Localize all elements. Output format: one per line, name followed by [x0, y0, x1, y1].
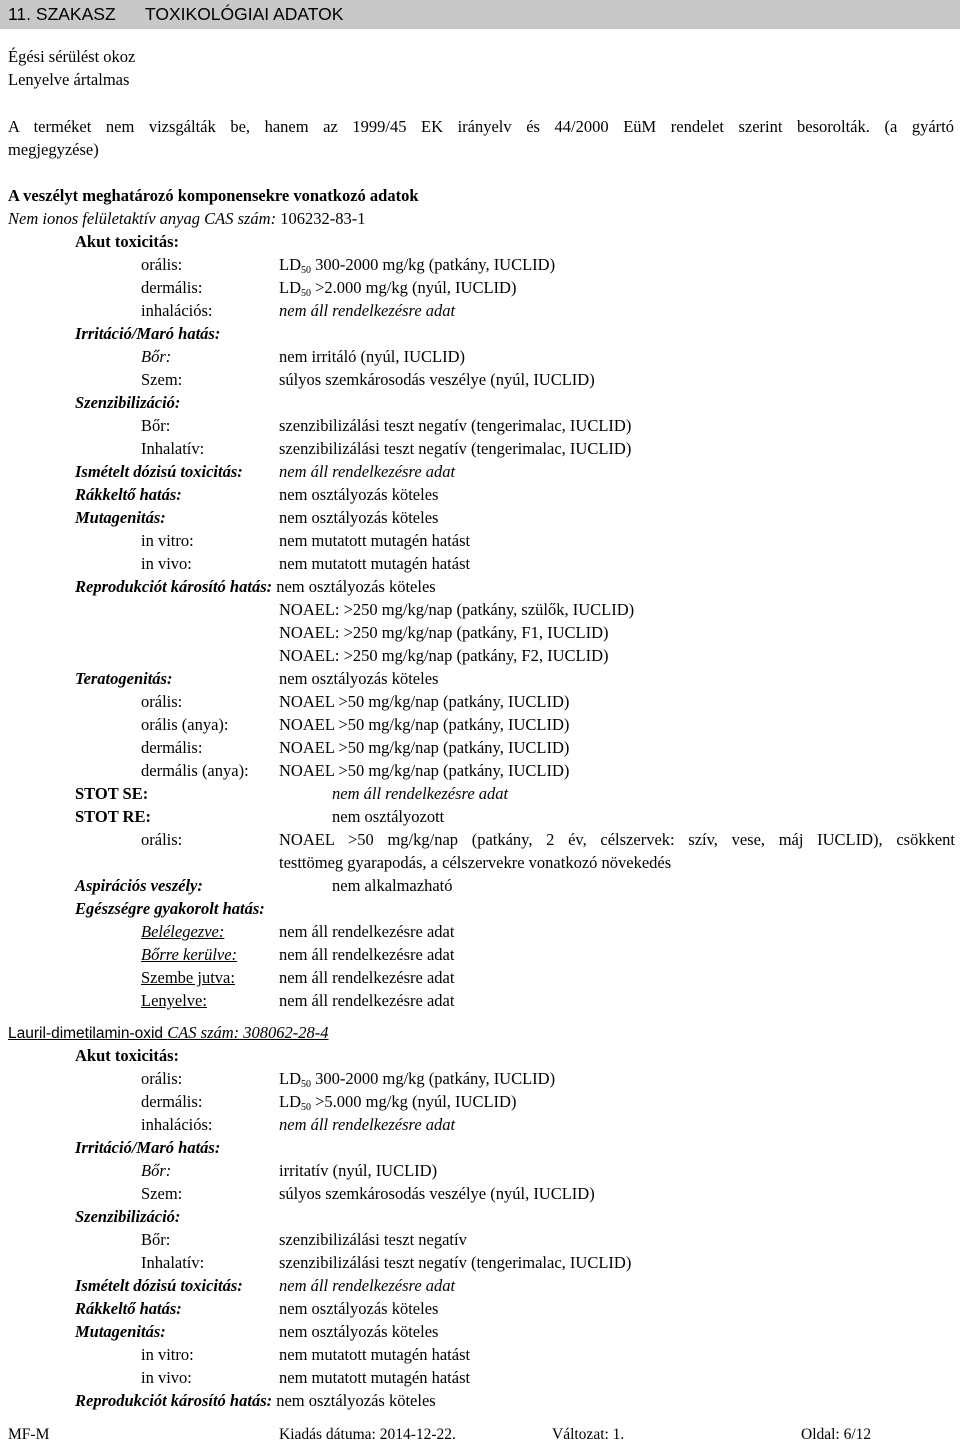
- row-label: Bőr:: [141, 1161, 172, 1180]
- row-label: in vivo:: [141, 1368, 192, 1387]
- aspiration-label: Aspirációs veszély:: [75, 876, 203, 895]
- row-label: orális:: [141, 1069, 183, 1088]
- row-label: dermális:: [141, 738, 203, 757]
- classification-note-end: megjegyzése): [8, 140, 99, 159]
- acute-toxicity-heading: Akut toxicitás:: [75, 232, 180, 251]
- classification-note: A terméket nem vizsgálták be, hanem az 1999/45 EK irányelv és 44/2000 EüM rendelet szerint besorolták. (a gyártó: [8, 117, 954, 136]
- component-1-title: [8, 208, 365, 231]
- row-value: nem áll rendelkezésre adat: [279, 945, 455, 964]
- row-value: szenzibilizálási teszt negatív: [279, 1230, 467, 1249]
- row-label: Belélegezve:: [141, 922, 225, 941]
- mutagenicity-label: Mutagenitás:: [75, 508, 166, 527]
- footer-page-number: Oldal: 6/12: [801, 1426, 872, 1443]
- sensitization-heading: Szenzibilizáció:: [75, 1207, 181, 1226]
- row-value: $LD_{50}$ 300-2000 mg/kg (patkány, IUCLID): [279, 1069, 556, 1090]
- component-1-cas: 106232-83-1: [280, 209, 366, 228]
- row-label: Szem:: [141, 370, 183, 389]
- row-value: szenzibilizálási teszt negatív (tengerimalac, IUCLID): [279, 1253, 632, 1272]
- row-value: nem áll rendelkezésre adat: [332, 784, 509, 803]
- row-value: nem osztályozás köteles: [279, 485, 439, 504]
- teratogenicity-label: Teratogenitás:: [75, 669, 173, 688]
- row-value: nem osztályozás köteles: [276, 1391, 436, 1410]
- stot-se-label: STOT SE:: [75, 784, 149, 803]
- noael-line: NOAEL: >250 mg/kg/nap (patkány, F1, IUCLID): [279, 623, 609, 642]
- carcinogenicity-label: Rákkeltő hatás:: [75, 485, 182, 504]
- row-label: Szembe jutva:: [141, 968, 235, 987]
- row-value: nem osztályozás köteles: [279, 1299, 439, 1318]
- row-label: orális:: [141, 692, 183, 711]
- row-label: Inhalatív:: [141, 439, 205, 458]
- stot-re-label: STOT RE:: [75, 807, 151, 826]
- row-value: $LD_{50}$ 300-2000 mg/kg (patkány, IUCLID): [279, 255, 556, 276]
- row-value: szenzibilizálási teszt negatív (tengerimalac, IUCLID): [279, 439, 632, 458]
- hazard-statement: Égési sérülést okoz: [8, 47, 136, 66]
- row-value: nem áll rendelkezésre adat: [279, 301, 456, 320]
- row-label: Lenyelve:: [141, 991, 207, 1010]
- reproductive-row: [75, 576, 436, 599]
- row-label: in vitro:: [141, 531, 194, 550]
- component-2-cas-label: CAS szám:: [167, 1023, 240, 1042]
- row-label: in vitro:: [141, 1345, 194, 1364]
- row-value: nem mutatott mutagén hatást: [279, 554, 471, 573]
- row-label: Bőr:: [141, 347, 172, 366]
- row-label: Inhalatív:: [141, 1253, 205, 1272]
- row-value: NOAEL >50 mg/kg/nap (patkány, IUCLID): [279, 692, 570, 711]
- row-value: $LD_{50} >2.000$ mg/kg (nyúl, IUCLID): [279, 278, 517, 299]
- components-heading: A veszélyt meghatározó komponensekre vonatkozó adatok: [8, 186, 419, 205]
- footer-issue-date: Kiadás dátuma: 2014-12-22.: [279, 1426, 456, 1443]
- row-value: súlyos szemkárosodás veszélye (nyúl, IUCLID): [279, 370, 595, 389]
- row-value: nem alkalmazható: [332, 876, 453, 895]
- row-value: nem osztályozás köteles: [279, 508, 439, 527]
- row-value: nem irritáló (nyúl, IUCLID): [279, 347, 466, 366]
- row-value: NOAEL >50 mg/kg/nap (patkány, IUCLID): [279, 715, 570, 734]
- row-value: nem áll rendelkezésre adat: [279, 1276, 456, 1295]
- irritation-heading: Irritáció/Maró hatás:: [75, 1138, 221, 1157]
- row-label: Bőr:: [141, 416, 171, 435]
- row-label: dermális (anya):: [141, 761, 249, 780]
- row-value-cont: testtömeg gyarapodás, a célszervekre vonatkozó növekedés: [279, 853, 672, 872]
- section-title: TOXIKOLÓGIAI ADATOK: [145, 4, 344, 24]
- row-label: orális:: [141, 830, 183, 849]
- reproductive-row: [75, 1390, 436, 1413]
- row-value: nem áll rendelkezésre adat: [279, 1115, 456, 1134]
- row-value: nem osztályozás köteles: [279, 669, 439, 688]
- row-value: nem áll rendelkezésre adat: [279, 968, 455, 987]
- irritation-heading: Irritáció/Maró hatás:: [75, 324, 221, 343]
- section-number: 11. SZAKASZ: [8, 4, 116, 24]
- row-value: NOAEL >50 mg/kg/nap (patkány, IUCLID): [279, 738, 570, 757]
- row-value: szenzibilizálási teszt negatív (tengerimalac, IUCLID): [279, 416, 632, 435]
- row-value: nem áll rendelkezésre adat: [279, 991, 455, 1010]
- noael-line: NOAEL: >250 mg/kg/nap (patkány, F2, IUCLID): [279, 646, 609, 665]
- section-header: [0, 0, 960, 29]
- row-value: nem mutatott mutagén hatást: [279, 1368, 471, 1387]
- row-value: nem áll rendelkezésre adat: [279, 922, 455, 941]
- hazard-statement: Lenyelve ártalmas: [8, 70, 130, 89]
- row-value: NOAEL >50 mg/kg/nap (patkány, 2 év, célszervek: szív, vese, máj IUCLID), csökkent: [279, 830, 955, 849]
- row-value: NOAEL >50 mg/kg/nap (patkány, IUCLID): [279, 761, 570, 780]
- row-label: orális:: [141, 255, 183, 274]
- sensitization-heading: Szenzibilizáció:: [75, 393, 181, 412]
- mutagenicity-label: Mutagenitás:: [75, 1322, 166, 1341]
- row-value: nem osztályozás köteles: [279, 1322, 439, 1341]
- reproductive-label: Reprodukciót károsító hatás:: [75, 1391, 273, 1410]
- footer-doc-code: MF-M: [8, 1426, 50, 1443]
- row-value: súlyos szemkárosodás veszélye (nyúl, IUCLID): [279, 1184, 595, 1203]
- row-value: nem osztályozás köteles: [276, 577, 436, 596]
- row-label: dermális:: [141, 278, 203, 297]
- row-label: inhalációs:: [141, 301, 213, 320]
- health-effects-heading: Egészségre gyakorolt hatás:: [75, 899, 265, 918]
- acute-toxicity-heading: Akut toxicitás:: [75, 1046, 180, 1065]
- component-2-cas: 308062-28-4: [243, 1023, 329, 1042]
- reproductive-label: Reprodukciót károsító hatás:: [75, 577, 273, 596]
- carcinogenicity-label: Rákkeltő hatás:: [75, 1299, 182, 1318]
- row-label: Bőrre kerülve:: [141, 945, 238, 964]
- component-2-title: [8, 1022, 329, 1046]
- row-label: Bőr:: [141, 1230, 171, 1249]
- row-value: nem osztályozott: [332, 807, 445, 826]
- repeated-dose-label: Ismételt dózisú toxicitás:: [75, 1276, 243, 1295]
- component-1-name: Nem ionos felületaktív anyag CAS szám:: [8, 209, 277, 228]
- row-value: $LD_{50} >5.000$ mg/kg (nyúl, IUCLID): [279, 1092, 517, 1113]
- row-label: Szem:: [141, 1184, 183, 1203]
- row-label: inhalációs:: [141, 1115, 213, 1134]
- repeated-dose-label: Ismételt dózisú toxicitás:: [75, 462, 243, 481]
- row-value: nem áll rendelkezésre adat: [279, 462, 456, 481]
- component-2-name: Lauril-dimetilamin-oxid: [8, 1025, 164, 1042]
- row-value: nem mutatott mutagén hatást: [279, 531, 471, 550]
- row-label: orális (anya):: [141, 715, 229, 734]
- row-label: in vivo:: [141, 554, 192, 573]
- row-label: dermális:: [141, 1092, 203, 1111]
- row-value: irritatív (nyúl, IUCLID): [279, 1161, 438, 1180]
- footer-version: Változat: 1.: [552, 1426, 625, 1443]
- row-value: nem mutatott mutagén hatást: [279, 1345, 471, 1364]
- noael-line: NOAEL: >250 mg/kg/nap (patkány, szülők, IUCLID): [279, 600, 635, 619]
